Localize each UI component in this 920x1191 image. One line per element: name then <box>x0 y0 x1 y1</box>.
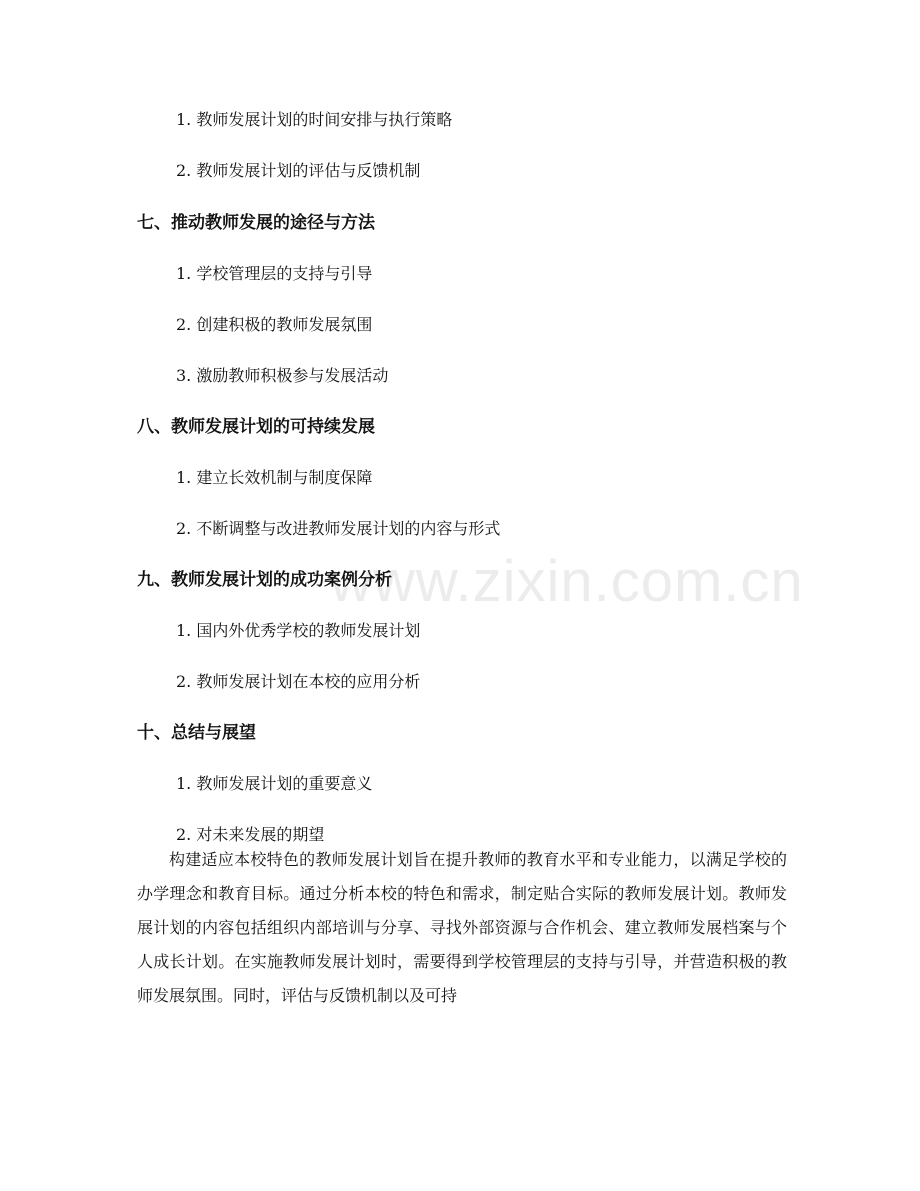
list-item: 2. 教师发展计划的评估与反馈机制 <box>176 161 421 180</box>
watermark: www.zixin.com.cn <box>330 549 804 614</box>
section-heading: 九、教师发展计划的成功案例分析 <box>137 570 392 590</box>
list-item: 3. 激励教师积极参与发展活动 <box>176 366 389 385</box>
list-item: 1. 学校管理层的支持与引导 <box>176 264 373 283</box>
section-heading: 八、教师发展计划的可持续发展 <box>137 417 375 437</box>
section-heading: 十、总结与展望 <box>137 723 256 743</box>
section-heading: 七、推动教师发展的途径与方法 <box>137 213 375 233</box>
list-item: 2. 创建积极的教师发展氛围 <box>176 315 373 334</box>
list-item: 2. 不断调整与改进教师发展计划的内容与形式 <box>176 519 501 538</box>
list-item: 2. 对未来发展的期望 <box>176 825 325 844</box>
list-item: 1. 教师发展计划的重要意义 <box>176 774 373 793</box>
list-item: 1. 国内外优秀学校的教师发展计划 <box>176 621 421 640</box>
body-paragraph: 构建适应本校特色的教师发展计划旨在提升教师的教育水平和专业能力，以满足学校的办学理念和教育目标。通过分析本校的特色和需求，制定贴合实际的教师发展计划。教师发展计划的内容包括组织内部培训与分享、寻找外部资源与合作机会、建立教师发展档案与个人成长计划。在实施教师发展计划时，需要得到学校管理层的支持与引导，并营造积极的教师发展氛围。同时，评估与反馈机制以及可持 <box>137 850 787 1005</box>
list-item: 1. 教师发展计划的时间安排与执行策略 <box>176 110 453 129</box>
list-item: 1. 建立长效机制与制度保障 <box>176 468 373 487</box>
list-item: 2. 教师发展计划在本校的应用分析 <box>176 672 421 691</box>
